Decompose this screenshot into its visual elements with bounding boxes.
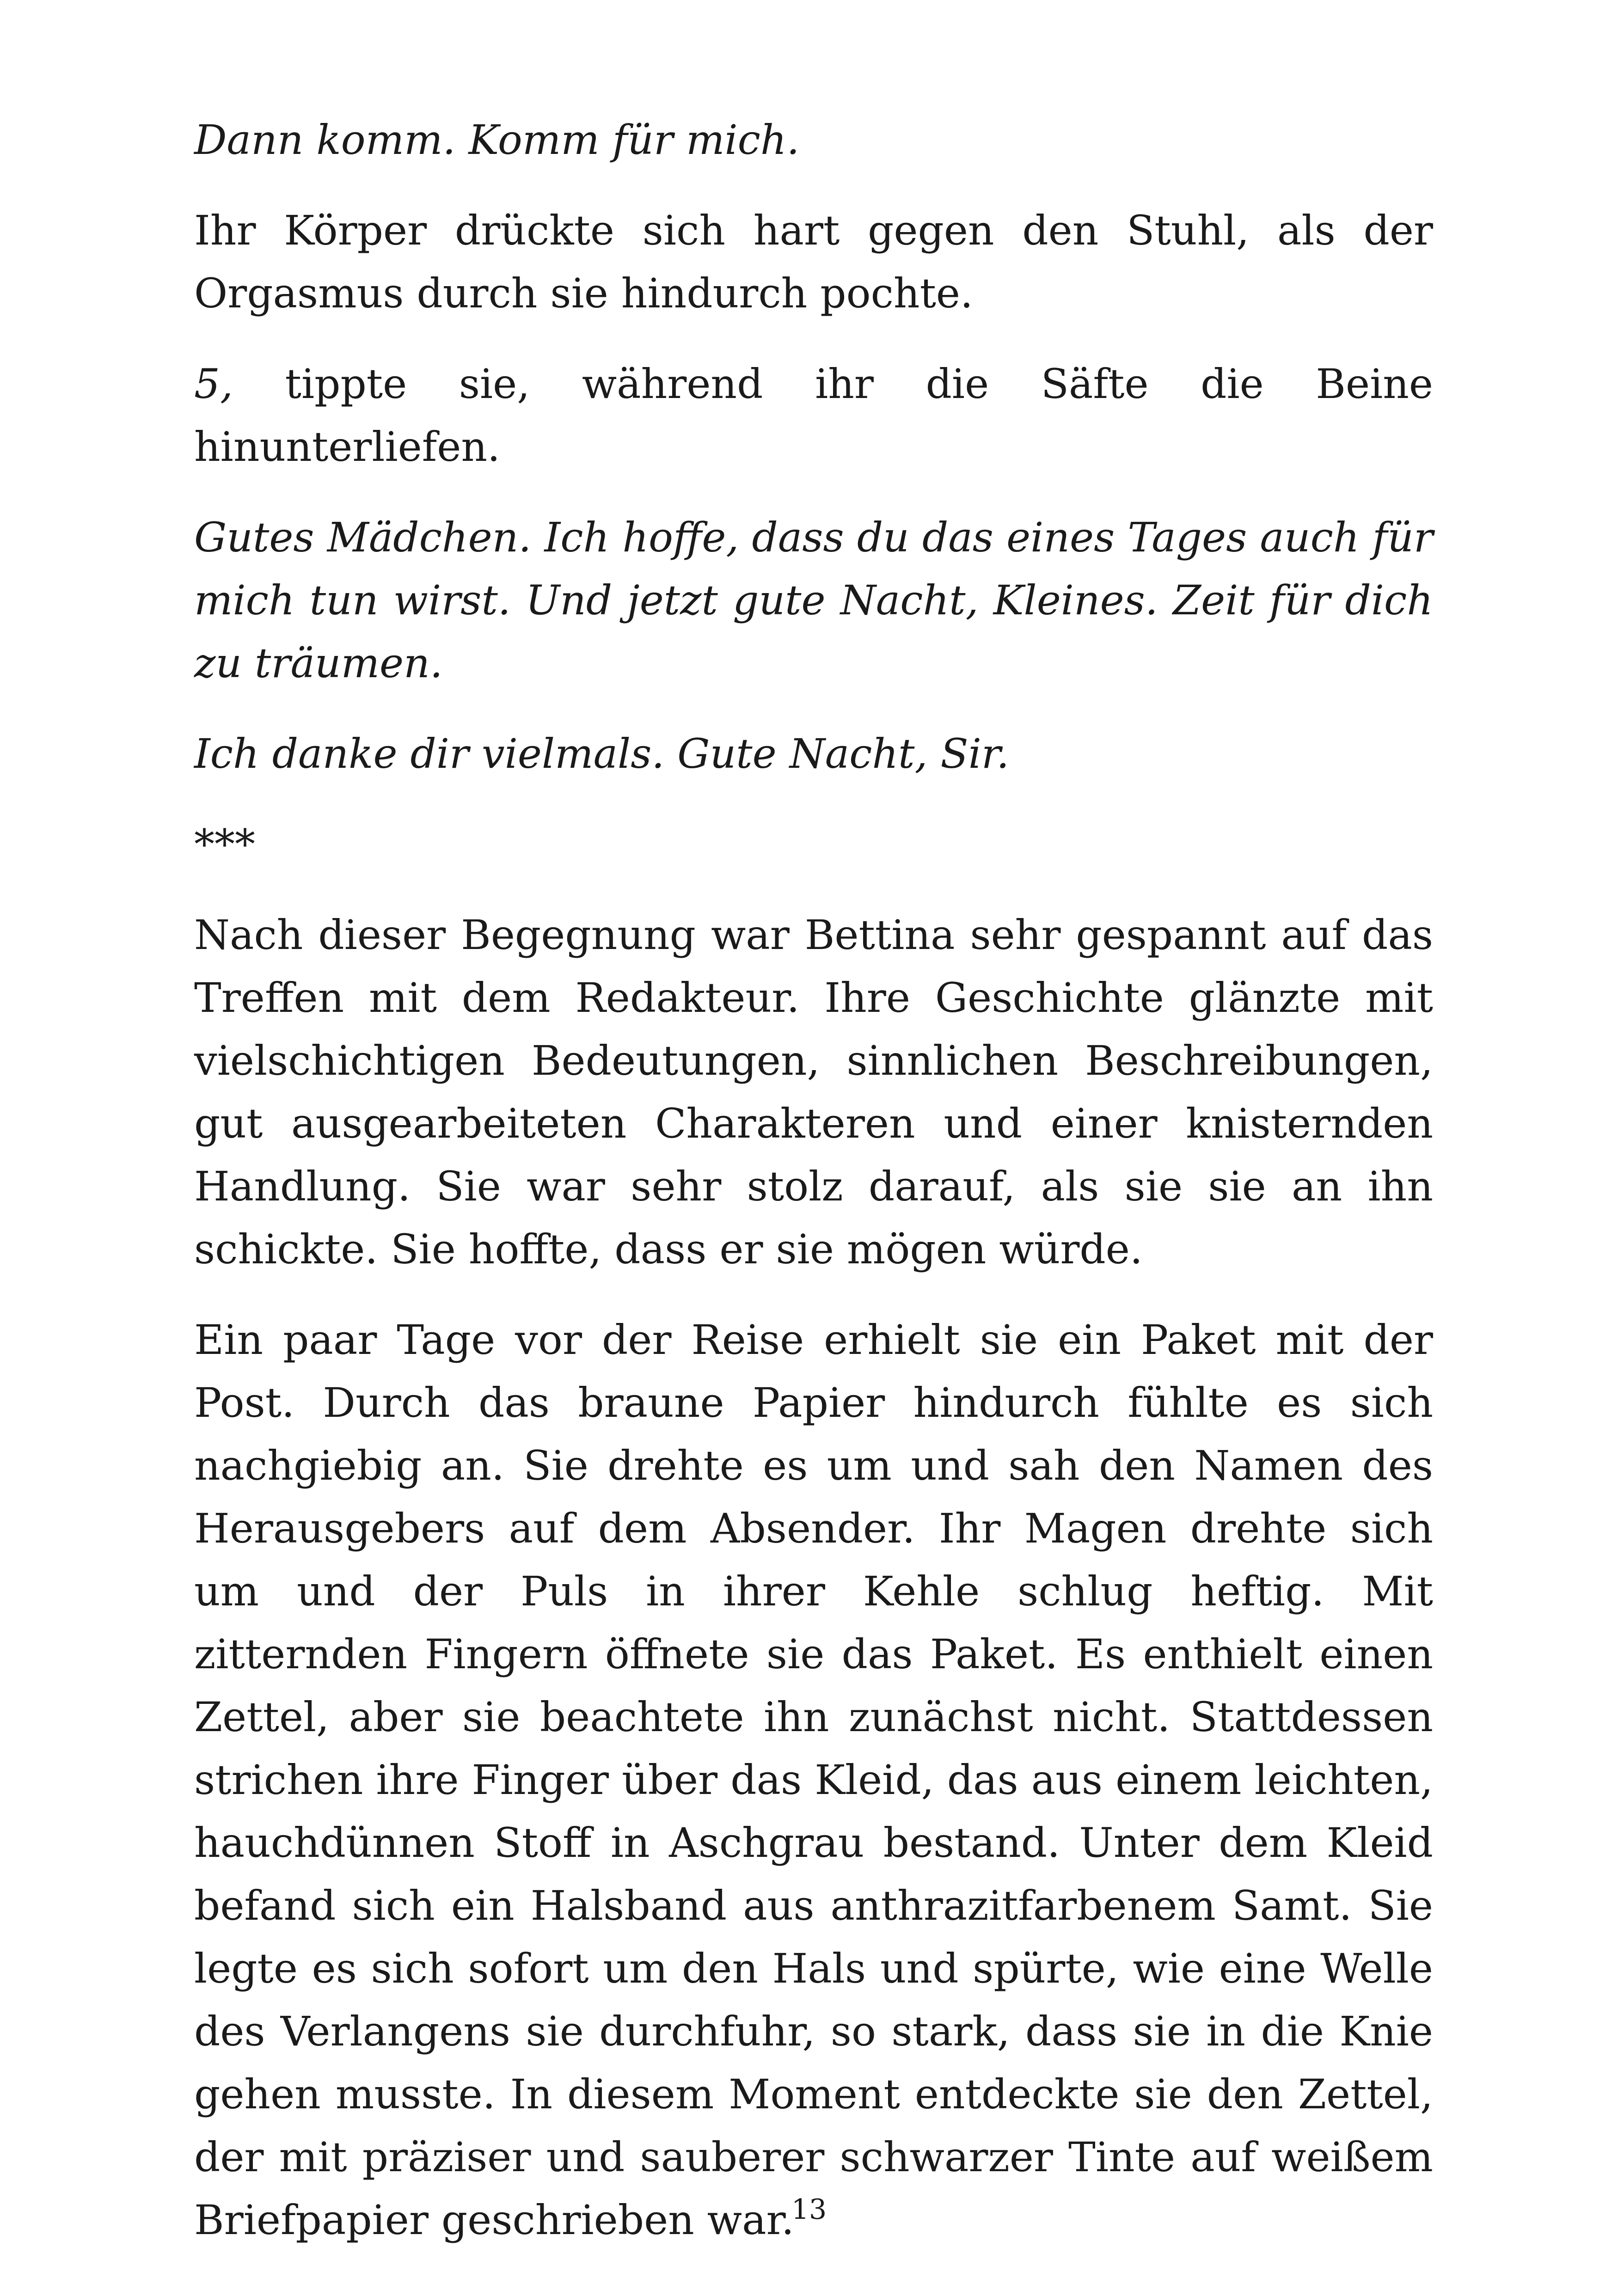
paragraph-narration-1: Ihr Körper drückte sich hart gegen den Stuhl, als der Orgasmus durch sie hindurch pochte. (194, 207, 1433, 317)
paragraph-narration-4: Ein paar Tage vor der Reise erhielt sie ein Paket mit der Post. Durch das braune Papier hindurch fühlte es sich nachgiebig an. Sie drehte es um und sah den Namen des Herausgebers auf dem Absender. Ihr Magen drehte sich um und der Puls in ihrer Kehle schlug heftig. Mit zitternden Fingern öffnete sie das Paket. Es enthielt einen Zettel, aber sie beachtete ihn zunächst nicht. Stattdessen strichen ihre Finger über das Kleid, das aus einem leichten, hauchdünnen Stoff in Aschgrau bestand. Unter dem Kleid befand sich ein Halsband aus anthrazitfarbenem Samt. Sie legte es sich sofort um den Hals und spürte, wie eine Welle des Verlangens sie durchfuhr, so stark, dass sie in die Knie gehen musste. In diesem Moment entdeckte sie den Zettel, der mit präziser und sauberer schwarzer Tinte auf weißem Briefpapier geschrieben war. (194, 1316, 1433, 2244)
paragraph-narration-3: Nach dieser Begegnung war Bettina sehr gespannt auf das Treffen mit dem Redakteur. Ihre Geschichte glänzte mit vielschichtigen Bedeutungen, sinnlichen Beschreibungen, gut ausgearbeiteten Charakteren und einer knisternden Handlung. Sie war sehr stolz darauf, als sie sie an ihn schickte. Sie hoffte, dass er sie mögen würde. (194, 911, 1433, 1273)
paragraph-narration-2-text: tippte sie, während ihr die Säfte die Beine hinunterliefen. (194, 360, 1433, 471)
page-number: 13 (791, 2193, 827, 2226)
paragraph-dialogue-1: Dann komm. Komm für mich. (194, 116, 800, 164)
paragraph-dialogue-3: Ich danke dir vielmals. Gute Nacht, Sir. (194, 730, 1010, 778)
scene-separator: *** (194, 820, 255, 868)
paragraph-dialogue-2: Gutes Mädchen. Ich hoffe, dass du das eines Tages auch für mich tun wirst. Und jetzt gute Nacht, Kleines. Zeit für dich zu träumen. (194, 514, 1433, 687)
paragraph-narration-2 (194, 353, 1433, 478)
number-lead: 5, (194, 360, 233, 408)
page-body (194, 109, 1433, 2279)
